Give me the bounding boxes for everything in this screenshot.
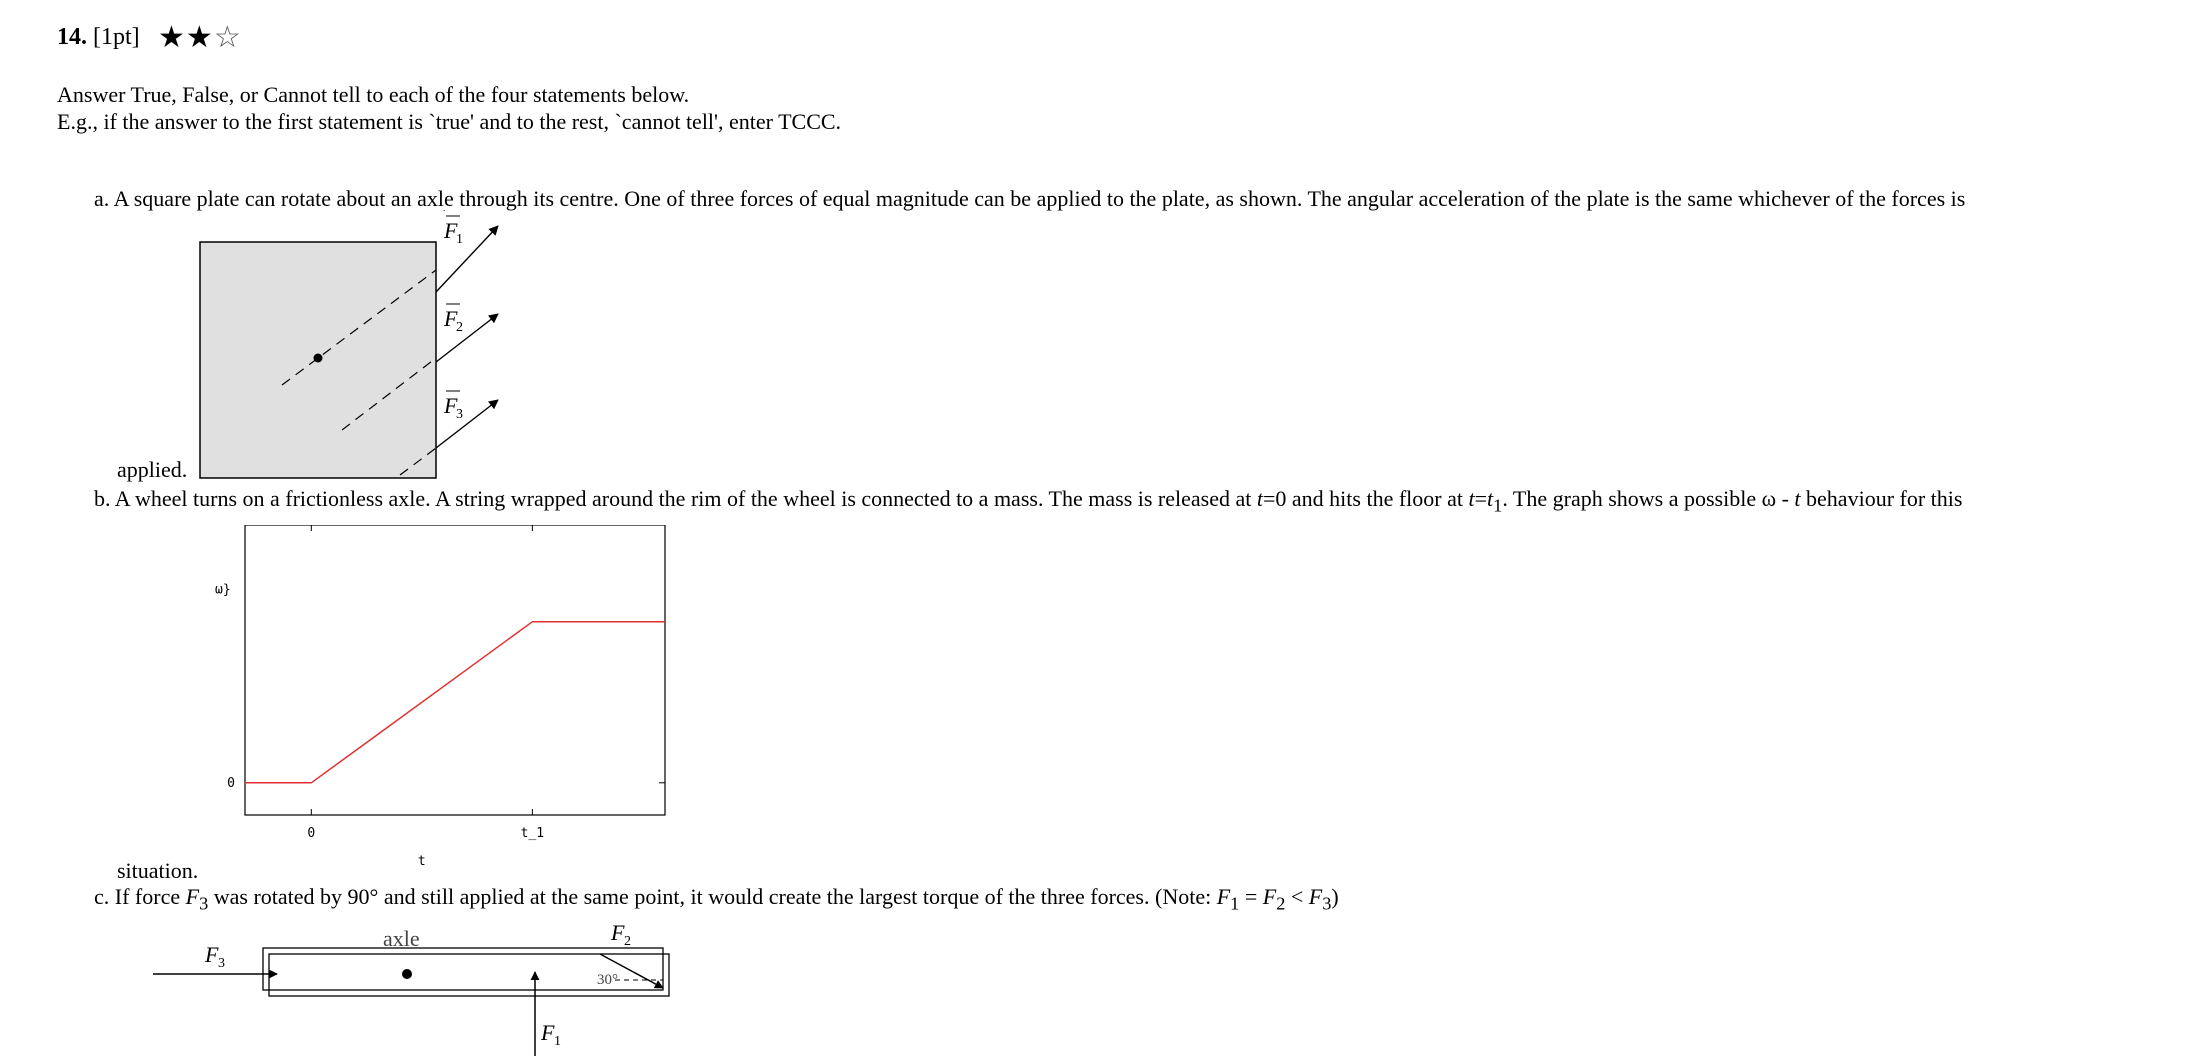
figure-c-rod-forces	[145, 912, 685, 1056]
svg-text:F: F	[444, 218, 458, 243]
note-f2: F	[1262, 884, 1277, 909]
question-number: 14.	[57, 24, 87, 50]
plot-frame	[245, 525, 665, 815]
x-axis-label: t	[417, 854, 426, 865]
question-header	[57, 24, 140, 51]
statement-b-var-t: t	[1794, 486, 1801, 511]
note-f3-sub: 3	[1322, 893, 1332, 914]
svg-text:F: F	[444, 306, 458, 331]
svg-text:2: 2	[624, 934, 631, 949]
y-axis-label: ω}	[215, 582, 231, 598]
label-f1	[438, 210, 463, 247]
statement-c	[94, 884, 1339, 914]
svg-text:2: 2	[456, 320, 463, 335]
svg-text:1: 1	[456, 232, 463, 247]
svg-text:F: F	[205, 942, 219, 967]
label-f3	[443, 391, 463, 422]
angle-label: 30°	[597, 972, 618, 988]
omega-series-line	[245, 622, 665, 783]
statement-b-continuation: situation.	[117, 858, 199, 883]
statement-a-marker: a.	[94, 186, 110, 211]
svg-text:3: 3	[218, 956, 225, 971]
svg-text:F: F	[611, 920, 625, 945]
statement-c-var-f3-sub: 3	[199, 893, 209, 914]
statement-b-var-t: t	[1256, 486, 1263, 511]
statement-b-var-t1-sub: 1	[1493, 495, 1503, 516]
label-f2	[443, 304, 463, 335]
statement-c-var-f3: F	[185, 884, 200, 909]
statement-b-text-1: A wheel turns on a frictionless axle. A string wrapped around the rim of the wheel is connected to a mass. The mass is released at	[114, 486, 1257, 511]
y-tick-0: 0	[227, 775, 235, 791]
axle-point	[402, 969, 412, 979]
svg-text:3: 3	[456, 407, 463, 422]
star-filled-icon: ★	[185, 21, 214, 54]
axle-label: axle	[383, 926, 420, 951]
statement-b-text-2: =0 and hits the floor at	[1263, 486, 1469, 511]
statement-b-text-5: behaviour for this	[1800, 486, 1963, 511]
x-tick-0: 0	[307, 826, 316, 841]
svg-text:1: 1	[554, 1034, 561, 1049]
statement-b-marker: b.	[94, 486, 111, 511]
svg-text:F: F	[541, 1020, 555, 1045]
note-f2-sub: 2	[1276, 893, 1286, 914]
statement-b-var-t: t	[1468, 486, 1475, 511]
question-points: [1pt]	[93, 24, 140, 50]
svg-text:F: F	[444, 393, 458, 418]
axle-point	[314, 354, 323, 363]
statement-c-marker: c.	[94, 884, 110, 909]
statement-b-text-3: =	[1474, 486, 1488, 511]
svg-text:⃗	[438, 210, 446, 212]
x-tick-t1: t_1	[520, 826, 545, 841]
star-filled-icon: ★	[158, 21, 186, 54]
intro-line-2: E.g., if the answer to the first statement is `true' and to the rest, `cannot tell', enter TCCC.	[57, 109, 842, 134]
statement-c-text-2: was rotated by 90° and still applied at the same point, it would create the largest torque of the three forces. (Note:	[208, 884, 1217, 909]
omega-t-graph	[200, 525, 680, 865]
axis-ticks	[245, 525, 665, 815]
statement-b	[94, 486, 1962, 516]
statement-a-text: A square plate can rotate about an axle through its centre. One of three forces of equal magnitude can be applied to the plate, as shown. The angular acceleration of the plate is the same whichever of the forces is	[113, 186, 1966, 211]
note-equals: =	[1239, 884, 1263, 909]
statement-c-text-1: If force	[114, 884, 186, 909]
label-f1	[540, 1020, 561, 1049]
label-f3	[204, 942, 225, 971]
statement-a	[94, 186, 1965, 212]
statement-b-var-t1: t	[1487, 486, 1494, 511]
difficulty-rating	[158, 20, 242, 55]
note-f1: F	[1216, 884, 1231, 909]
label-f2	[610, 920, 631, 949]
star-empty-icon: ☆	[213, 21, 242, 54]
note-less-than: <	[1285, 884, 1309, 909]
statement-c-text-3: )	[1331, 884, 1339, 909]
intro-line-1: Answer True, False, or Cannot tell to each of the four statements below.	[57, 82, 690, 107]
note-f1-sub: 1	[1230, 893, 1240, 914]
figure-a-plate-forces	[190, 210, 520, 490]
statement-b-text-4: . The graph shows a possible ω -	[1502, 486, 1795, 511]
note-f3: F	[1308, 884, 1323, 909]
statement-a-continuation: applied.	[117, 457, 188, 482]
